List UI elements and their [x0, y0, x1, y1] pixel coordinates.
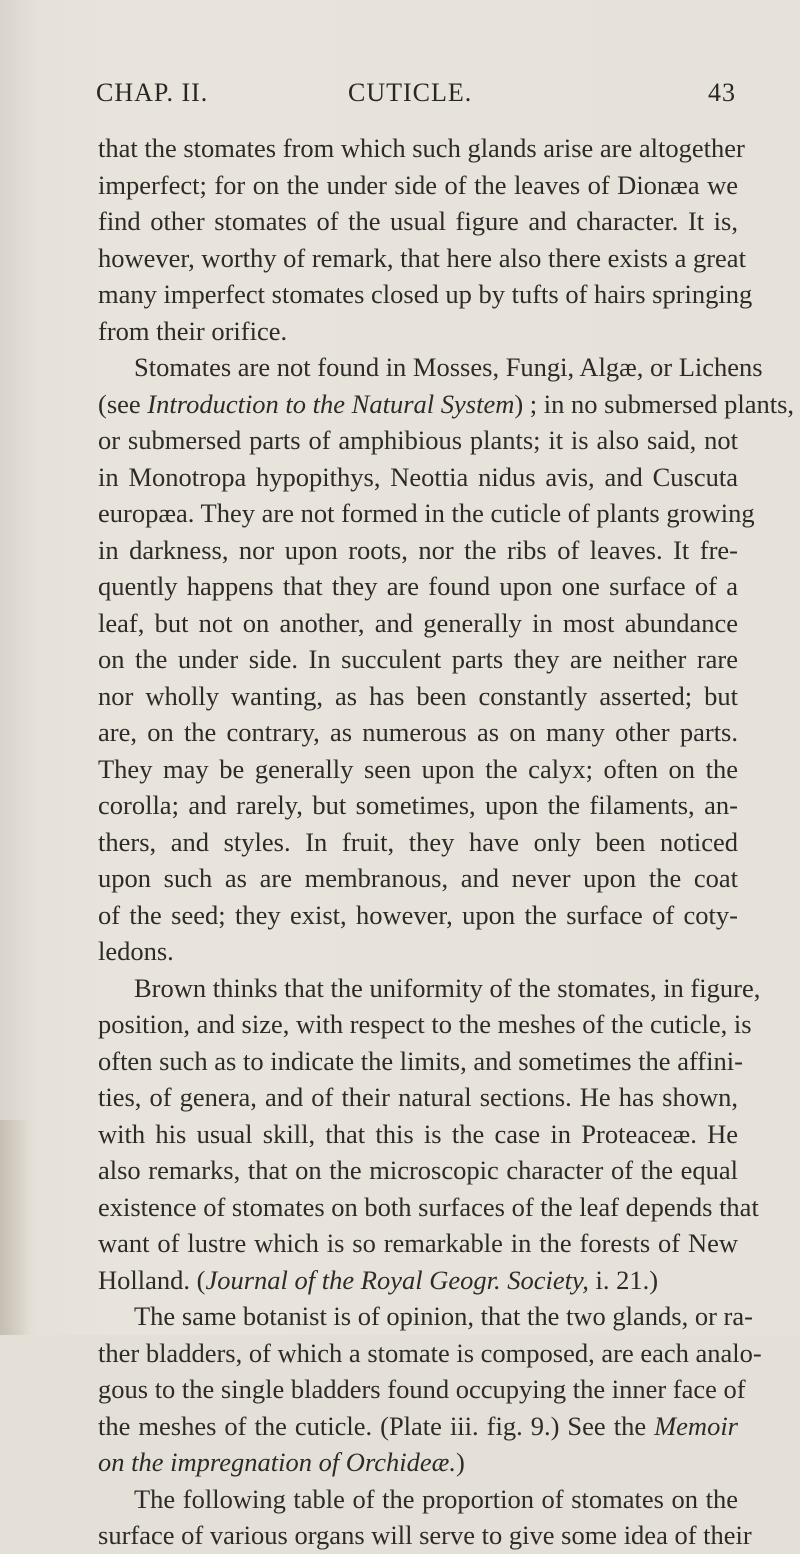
text-line	[98, 714, 738, 751]
text-line	[98, 1116, 738, 1153]
text-segment: the meshes of the cuticle. (Plate iii. fig. 9.) See the	[98, 1410, 655, 1441]
text-segment: from their orifice.	[98, 315, 288, 346]
text-segment: Brown thinks that the uniformity of the stomates, in figure,	[134, 972, 761, 1003]
text-segment: quently happens that they are found upon one surface of a	[98, 571, 738, 601]
text-segment: leaf, but not on another, and generally in most abundance	[98, 607, 738, 638]
text-line	[98, 824, 738, 861]
text-line	[98, 1152, 738, 1189]
text-line	[98, 1444, 738, 1481]
text-line	[98, 641, 738, 678]
text-line	[98, 970, 761, 1007]
text-segment: The following table of the proportion of stomates on the	[134, 1483, 738, 1514]
text-segment: in Monotropa hypopithys, Neottia nidus avis, and Cuscuta	[98, 461, 738, 492]
text-segment: also remarks, that on the microscopic character of the equal	[98, 1155, 738, 1185]
text-segment: i. 21.)	[588, 1264, 659, 1295]
text-segment: are, on the contrary, as numerous as on many other parts.	[98, 717, 738, 747]
text-line	[98, 1371, 746, 1408]
text-line	[98, 532, 738, 569]
text-segment: want of lustre which is so remarkable in the forests of New	[98, 1228, 738, 1258]
page-edge-shadow	[0, 1120, 30, 1335]
text-segment: existence of stomates on both surfaces of the leaf depends that	[98, 1191, 759, 1222]
text-line	[98, 1298, 753, 1335]
text-line	[98, 605, 738, 642]
text-segment: find other stomates of the usual figure and character. It is,	[98, 206, 738, 236]
text-segment: Stomates are not found in Mosses, Fungi, Algæ, or Lichens	[134, 352, 763, 382]
chapter-label: CHAP. II.	[96, 78, 209, 107]
text-line	[98, 422, 738, 459]
text-line	[98, 751, 738, 788]
text-line	[98, 459, 738, 496]
text-line	[98, 130, 745, 167]
text-segment: imperfect; for on the under side of the leaves of Dionæa we	[98, 169, 738, 200]
text-segment: of the seed; they exist, however, upon the surface of coty-	[98, 899, 738, 930]
text-segment: (see	[98, 388, 148, 419]
text-line	[98, 1517, 752, 1554]
text-segment: corolla; and rarely, but sometimes, upon the filaments, an-	[98, 790, 738, 820]
text-line	[98, 860, 738, 897]
text-line	[98, 568, 738, 605]
text-line	[98, 1043, 743, 1080]
text-segment: nor wholly wanting, as has been constantly asserted; but	[98, 680, 738, 711]
text-line	[98, 933, 738, 970]
italic-text: Introduction to the Natural System	[147, 388, 515, 419]
text-segment: The same botanist is of opinion, that the two glands, or ra-	[134, 1301, 753, 1331]
text-line	[98, 1189, 759, 1226]
text-line	[98, 1225, 738, 1262]
text-line	[98, 495, 755, 532]
text-segment: often such as to indicate the limits, and sometimes the affini-	[98, 1045, 743, 1076]
text-line	[98, 1481, 738, 1518]
text-line	[98, 678, 738, 715]
text-segment: that the stomates from which such glands arise are altogether	[98, 133, 745, 163]
text-segment: or submersed parts of amphibious plants; it is also said, not	[98, 425, 738, 455]
text-line	[98, 167, 738, 204]
text-line	[98, 897, 738, 934]
text-line	[98, 1079, 738, 1116]
italic-text: on the impregnation of Orchideæ.	[98, 1447, 456, 1477]
text-segment: thers, and styles. In fruit, they have only been noticed	[98, 826, 738, 857]
text-segment: many imperfect stomates closed up by tufts of hairs springing	[98, 279, 753, 309]
text-segment: in darkness, nor upon roots, nor the ribs of leaves. It fre-	[98, 534, 738, 565]
text-segment: with his usual skill, that this is the case in Proteaceæ. He	[98, 1118, 738, 1149]
text-segment: They may be generally seen upon the calyx; often on the	[98, 753, 738, 784]
text-line	[98, 349, 763, 386]
text-segment: upon such as are membranous, and never upon the coat	[98, 863, 738, 893]
text-segment: however, worthy of remark, that here also there exists a great	[98, 242, 746, 273]
page-number: 43	[708, 78, 736, 107]
text-line	[98, 787, 738, 824]
text-line	[98, 203, 738, 240]
italic-text: Journal of the Royal Geogr. Society,	[205, 1264, 589, 1295]
italic-text: Memoir	[654, 1410, 738, 1441]
text-line	[98, 386, 795, 423]
text-line	[98, 1335, 762, 1372]
text-segment: surface of various organs will serve to give some idea of their	[98, 1520, 752, 1550]
text-segment: on the under side. In succulent parts they are neither rare	[98, 644, 738, 674]
text-segment: ther bladders, of which a stomate is composed, are each analo-	[98, 1337, 762, 1368]
text-segment: position, and size, with respect to the meshes of the cuticle, is	[98, 1009, 752, 1039]
text-segment: ) ; in no submersed plants,	[514, 388, 795, 419]
text-line	[98, 240, 746, 277]
text-segment: gous to the single bladders found occupying the inner face of	[98, 1374, 746, 1404]
text-line	[98, 276, 753, 313]
text-line	[98, 1408, 738, 1445]
text-line	[98, 1262, 738, 1299]
text-segment: ties, of genera, and of their natural sections. He has shown,	[98, 1082, 738, 1112]
text-segment: )	[455, 1447, 465, 1477]
text-line	[98, 313, 738, 350]
running-header	[96, 78, 736, 112]
body-text	[98, 130, 795, 1554]
section-title: CUTICLE.	[348, 78, 473, 107]
text-segment: europæa. They are not formed in the cuticle of plants growing	[98, 498, 755, 528]
text-segment: Holland. (	[98, 1264, 206, 1295]
text-line	[98, 1006, 752, 1043]
text-segment: ledons.	[98, 936, 174, 966]
